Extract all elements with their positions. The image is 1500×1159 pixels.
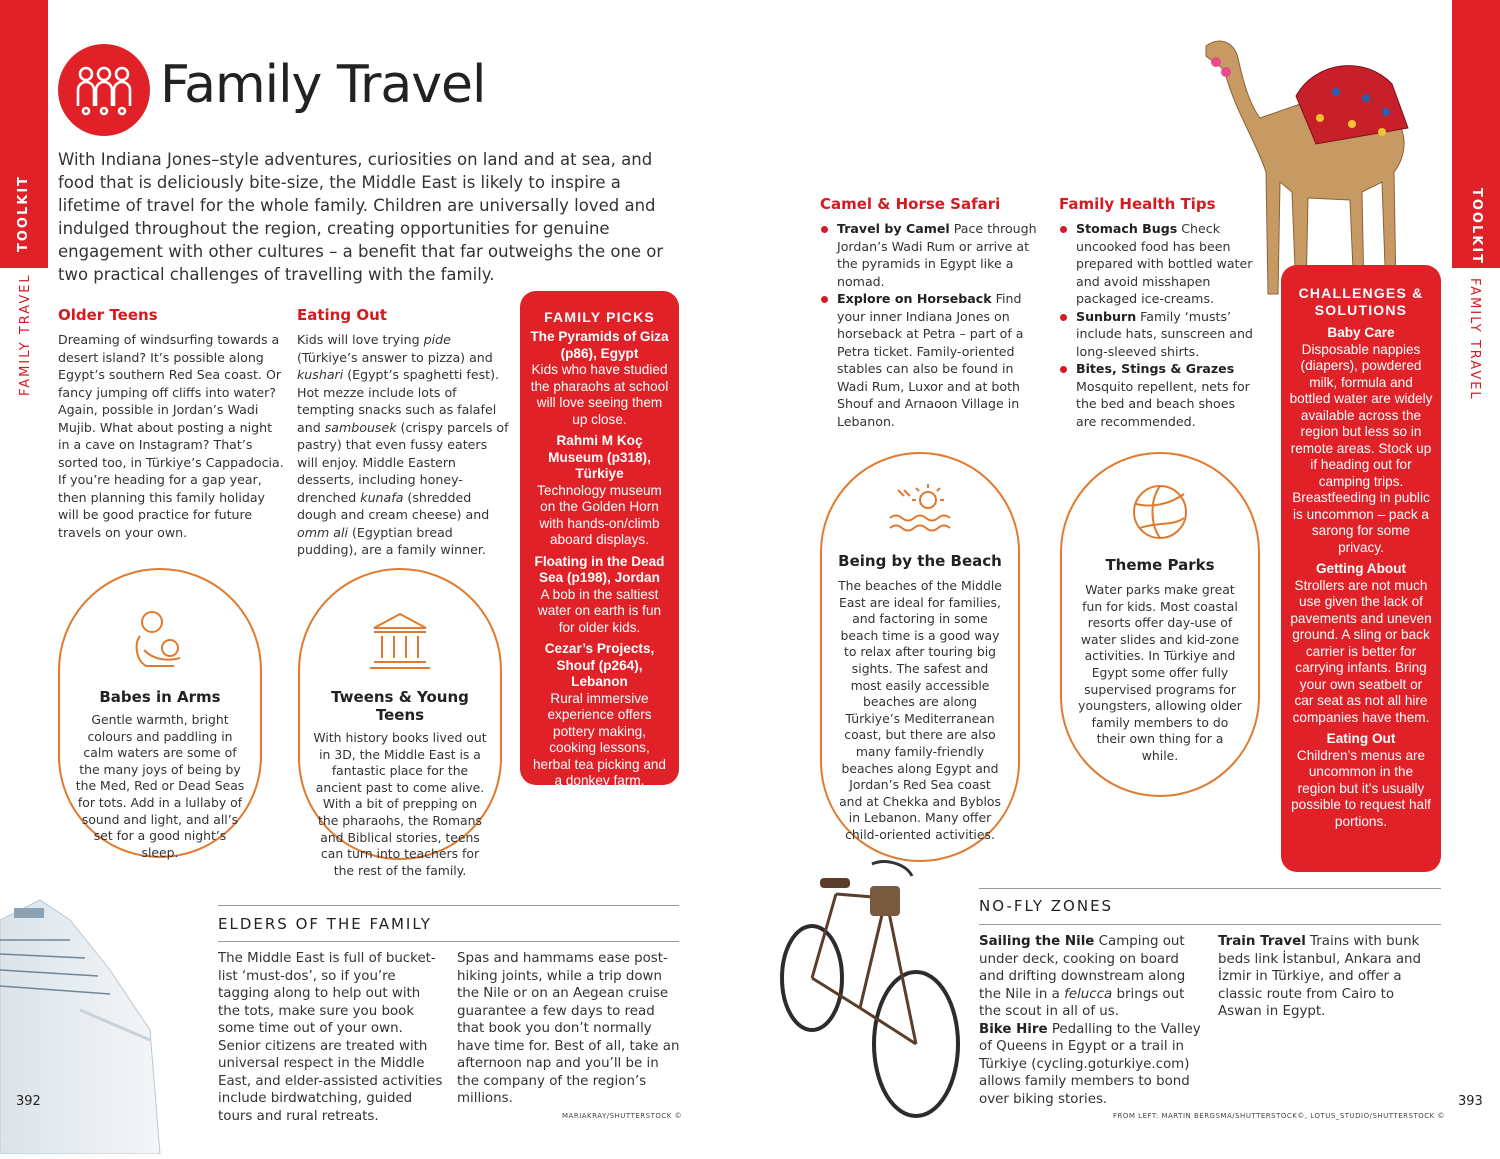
eating-out-body <box>297 331 511 559</box>
list-item-bold: Bites, Stings & Grazes <box>1076 361 1235 376</box>
eating-out-kushari: kushari <box>297 367 344 382</box>
tweens-body: With history books lived out in 3D, the Middle East is a fantastic place for the ancient past to come alive. With a bit of prepping on the pharaohs, the Romans and Biblical stories, teens can turn into teachers for the rest of the family. <box>313 730 487 878</box>
pick-title: Rahmi M Koç Museum (p318), Türkiye <box>548 433 651 481</box>
family-picks-heading: FAMILY PICKS <box>544 309 655 325</box>
temple-icon <box>368 610 432 672</box>
older-teens-heading: Older Teens <box>58 306 158 324</box>
theme-parks-card <box>1060 452 1260 797</box>
list-item <box>1059 360 1255 430</box>
babes-in-arms-body: Gentle warmth, bright colours and paddling in calm waters are some of the many joys of being by the Med, Red or Dead Seas for tots. Add in a lullaby of sound and light, and all’s set for a good night’s sleep. <box>75 712 245 860</box>
intro-paragraph: With Indiana Jones–style adventures, curiosities on land and at sea, and food that is deliciously bite-size, the Middle East is likely to inspire a lifetime of travel for the whole family. Children are universally loved and indulged throughout the region, creating opportunities for genuine engagement with other cultures – a benefit that far outweighs the one or two practical challenges of travelling with the family. <box>58 150 664 284</box>
camel-safari-heading: Camel & Horse Safari <box>820 195 1001 213</box>
nofly-rule-2 <box>979 924 1441 925</box>
elders-col-1: The Middle East is full of bucket-list ‘must-dos’, so if you’re tagging along to help out with the tots, make sure you book some time out of your own. Senior citizens are treated with universal respect in the Middle East, and elder-assisted activities include birdwatching, guided tours and rural retreats. <box>218 951 443 1124</box>
eating-out-text-1: Kids will love trying <box>297 332 424 347</box>
theme-parks-title: Theme Parks <box>1105 556 1215 574</box>
nofly-heading: NO-FLY ZONES <box>979 897 1114 915</box>
right-tab-chapter: FAMILY TRAVEL <box>1467 278 1482 401</box>
family-picks-box <box>520 291 679 788</box>
page-number-left: 392 <box>16 1094 41 1109</box>
baby-icon <box>130 610 190 674</box>
eating-out-text-3: (Egypt’s spaghetti fest). Hot mezze include lots of tempting snacks such as falafel and <box>297 367 500 435</box>
list-item <box>1059 308 1255 361</box>
nofly-nile-text-2: brings out the scout in all of us. <box>979 986 1185 1019</box>
tweens-title: Tweens & Young Teens <box>331 688 469 724</box>
nofly-bike-text: Pedalling to the Valley of Queens in Egypt or a trail in Türkiye (cycling.goturkiye.com) allows family members to bond over biking stories. <box>979 1021 1201 1107</box>
challenge-item <box>1289 731 1433 830</box>
list-item-text: Pace through Jordan’s Wadi Rum or arrive at the pyramids in Egypt like a nomad. <box>837 221 1037 289</box>
list-item-bold: Sunburn <box>1076 308 1137 324</box>
tweens-card <box>298 568 502 878</box>
beach-card <box>820 452 1020 862</box>
photo-credit-right: FROM LEFT: MARTIN BERGSMA/SHUTTERSTOCK©, LOTUS_STUDIO/SHUTTERSTOCK © <box>1113 1112 1445 1120</box>
pick-text: A bob in the saltiest water on earth is fun for older kids. <box>537 586 662 635</box>
eating-out-heading: Eating Out <box>297 306 387 324</box>
eating-out-sambousek: sambousek <box>324 419 397 435</box>
pick-title: Floating in the Dead Sea (p198), Jordan <box>534 553 665 585</box>
sun-wave-icon <box>888 480 952 540</box>
pick-text: Rural immersive experience offers pottery making, cooking lessons, herbal tea picking and a donkey farm. <box>532 690 666 788</box>
eating-out-text-2: (Türkiye’s answer to pizza) and <box>297 349 493 365</box>
pick-title: Cezar’s Projects, Shouf (p264), Lebanon <box>544 641 655 689</box>
pick-text: Kids who have studied the pharaohs at school will love seeing them up close. <box>530 362 669 427</box>
challenge-title: Baby Care <box>1327 325 1395 340</box>
elders-rule <box>218 905 679 906</box>
challenge-title: Eating Out <box>1326 731 1396 746</box>
list-item <box>820 290 1048 430</box>
list-item-text: Check uncooked food has been prepared with bottled water and avoid misshapen packaged ice-creams. <box>1076 221 1253 306</box>
nofly-train-bold: Train Travel <box>1218 934 1306 949</box>
nofly-nile-text-1: Camping out under deck, cooking on board and drifting downstream along the Nile in a <box>979 934 1186 1002</box>
elders-col-2: Spas and hammams ease post-hiking joints, while a trip down the Nile or on an Aegean cruise guarantee a few days to read that book you don’t normally have time for. Best of all, take an afternoon nap and you’ll be in the company of the region’s millions. <box>457 951 680 1106</box>
nofly-bike <box>979 1021 1201 1109</box>
eating-out-omm-ali: omm ali <box>297 524 348 540</box>
nofly-col-1 <box>979 933 1201 1108</box>
cruise-ship-photo <box>0 880 170 1154</box>
nofly-nile-bold: Sailing the Nile <box>979 934 1095 949</box>
eating-out-pide: pide <box>423 332 451 347</box>
nofly-bike-bold: Bike Hire <box>979 1021 1048 1037</box>
family-icon <box>58 44 150 136</box>
health-tips-heading: Family Health Tips <box>1059 195 1216 213</box>
older-teens-body: Dreaming of windsurfing towards a desert island? It’s possible along Egypt’s southern Red Sea coast. Or fancy jumping off cliffs into water? Again, possible in Jordan’s Wadi Mujib. What about posting a night in a cave on Instagram? That’s sorted too, in Türkiye’s Cappadocia. If you’re heading for a gap year, then planning this family holiday will be good practice for future travels on your own. <box>58 332 284 540</box>
elders-rule-2 <box>218 941 679 942</box>
challenge-item <box>1289 325 1433 556</box>
camel-safari-list <box>820 220 1048 430</box>
nofly-train-text: Trains with bunk beds link İstanbul, Ankara and İzmir in Türkiye, and offer a classic route from Cairo to Aswan in Egypt. <box>1218 934 1422 1019</box>
list-item <box>1059 220 1255 308</box>
health-tips-list <box>1059 220 1255 430</box>
right-side-tab <box>1452 0 1500 1154</box>
elders-heading: ELDERS OF THE FAMILY <box>218 915 432 933</box>
challenge-title: Getting About <box>1315 561 1407 576</box>
left-tab-chapter: FAMILY TRAVEL <box>18 273 33 396</box>
challenges-heading: CHALLENGES & SOLUTIONS <box>1298 285 1424 318</box>
left-tab-toolkit: TOOLKIT <box>16 174 31 252</box>
pick-item <box>530 329 669 428</box>
challenge-text: Strollers are not much use given the lack of pavements and uneven ground. A sling or back carrier is better for carrying infants. Bring your own seatbelt or car seat as not all hire companies have them. <box>1290 577 1432 725</box>
beach-body: The beaches of the Middle East are ideal for families, and factoring in some beach time is a good way to relax after touring big sights. The safest and most easily accessible beaches are along Türkiye’s Mediterranean coast, but there are also many family-friendly beaches along Egypt and Jordan’s Red Sea coast and at Chekka and Byblos in Lebanon. Many offer child-oriented activities. <box>838 578 1002 842</box>
photo-credit-left: MARIAKRAY/SHUTTERSTOCK © <box>562 1112 683 1120</box>
list-item-bold: Stomach Bugs <box>1076 221 1178 236</box>
challenge-text: Children’s menus are uncommon in the region but it’s usually possible to request half portions. <box>1291 747 1431 829</box>
list-item-bold: Explore on Horseback <box>837 291 992 306</box>
pick-item <box>530 554 669 637</box>
eating-out-text-6: (Egyptian bread pudding), are a family winner. <box>297 524 486 557</box>
right-tab-toolkit: TOOLKIT <box>1469 188 1484 266</box>
eating-out-text-5: (shredded dough and cream cheese) and <box>297 489 490 522</box>
beach-title: Being by the Beach <box>838 552 1002 570</box>
nofly-rule <box>979 888 1441 889</box>
pick-item <box>530 641 669 790</box>
list-item-bold: Travel by Camel <box>837 221 950 236</box>
pick-item <box>530 433 669 549</box>
eating-out-text-4: (crispy parcels of pastry) that even fussy eaters will enjoy. Middle Eastern desserts, including honey-drenched <box>297 419 509 505</box>
theme-parks-body: Water parks make great fun for kids. Most coastal resorts offer day-use of water slides and kid-zone activities. In Türkiye and Egypt some offer fully supervised programs for youngsters, allowing older family members to do their own thing for a while. <box>1078 582 1242 763</box>
page-number-right: 393 <box>1458 1094 1483 1109</box>
nofly-nile <box>979 933 1201 1021</box>
challenges-box <box>1281 265 1441 872</box>
pick-title: The Pyramids of Giza (p86), Egypt <box>530 329 669 361</box>
babes-in-arms-card <box>58 568 262 858</box>
challenge-item <box>1289 561 1433 726</box>
nofly-col-2 <box>1218 933 1440 1021</box>
pick-text: Technology museum on the Golden Horn with hands-on/climb aboard displays. <box>537 482 662 547</box>
list-item-text: Family ‘musts’ include hats, sunscreen and long-sleeved shirts. <box>1076 308 1253 359</box>
babes-in-arms-title: Babes in Arms <box>99 688 221 706</box>
beach-ball-icon <box>1130 482 1190 542</box>
challenge-text: Disposable nappies (diapers), powdered milk, formula and bottled water are widely available across the region but less so in remote areas. Stock up if heading out for camping trips. Breastfeeding in public is uncommon – pack a sarong for some privacy. <box>1289 341 1433 555</box>
list-item <box>820 220 1048 290</box>
bicycle-photo <box>776 858 966 1120</box>
list-item-text: Mosquito repellent, nets for the bed and beach shoes are recommended. <box>1076 378 1250 429</box>
eating-out-kunafa: kunafa <box>360 489 404 505</box>
page-title: Family Travel <box>160 55 486 115</box>
list-item-text: Find your inner Indiana Jones on horseback at Petra – part of a Petra ticket. Family-oriented stables can also be found in Wadi Rum, Luxor and at both Shouf and Arnaoon Village in Lebanon. <box>837 291 1024 429</box>
nofly-nile-felucca: felucca <box>1064 986 1113 1002</box>
